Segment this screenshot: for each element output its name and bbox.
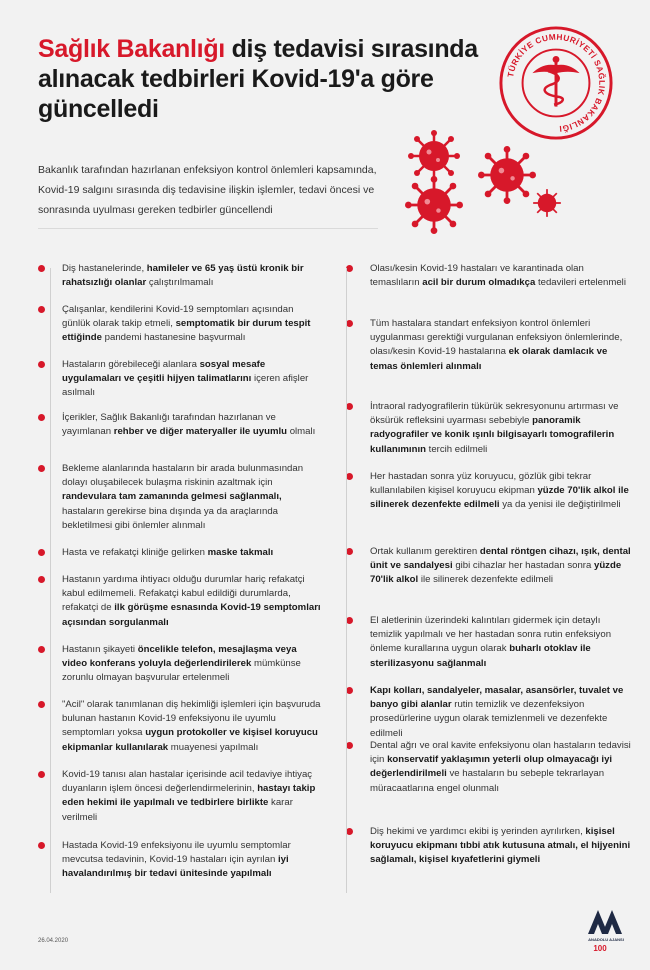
- title-red-part: Sağlık Bakanlığı: [38, 35, 225, 63]
- right-column-line: [346, 268, 347, 893]
- bullet-text: ya da yenisi ile değiştirilmeli: [499, 499, 621, 511]
- bullet-item: [370, 614, 632, 671]
- bullet-bold-text: semptomatik bir durum tespit ettiğinde: [62, 318, 311, 344]
- bullet-bold-text: konservatif yaklaşımın yeterli olup olmayacağı iyi değerlendirilmeli: [370, 754, 613, 780]
- bullet-item: [62, 643, 324, 686]
- bullet-text: hastaların gerekirse bina dışında ya da araçlarında bekletilmesi gibi önlemler alınmalı: [62, 505, 278, 531]
- bullet-text: Tüm hastalara standart enfeksiyon kontrol önlemleri uygulanması gerektiği vurgulanan enfeksiyon önlemlerinde, olası/kesin Kovid-19 hastalarına: [370, 318, 623, 358]
- bullet-dot: [346, 687, 353, 694]
- bullet-text: Hastaların görebileceği alanlara: [62, 359, 200, 370]
- bullet-text: Dental ağrı ve oral kavite enfeksiyonu olan hastaların tedavisi için: [370, 740, 631, 766]
- bullet-dot: [38, 771, 45, 778]
- bullet-text: Diş hekimi ve yardımcı ekibi iş yerinden ayrılırken,: [370, 826, 586, 837]
- bullet-bold-text: hastayı takip eden hekimi ile yapılmalı ve tedbirlere birlikte: [62, 783, 316, 809]
- bullet-dot: [38, 306, 45, 313]
- bullet-item: [370, 262, 632, 290]
- bullet-item: [62, 462, 324, 533]
- page-title: [38, 34, 478, 124]
- bullet-dot: [38, 842, 45, 849]
- bullet-item: [62, 303, 324, 346]
- bullet-item: [62, 358, 324, 401]
- divider: [38, 228, 378, 229]
- left-column-line: [50, 268, 51, 893]
- bullet-text: "Acil" olarak tanımlanan diş hekimliği işlemleri için başvuruda bulunan hastanın Kovid-19 enfeksiyonu ile uyumlu semptomları yoksa: [62, 699, 321, 739]
- virus-icon: [532, 188, 562, 218]
- bullet-dot: [346, 320, 353, 327]
- bullet-bold-text: iyi havalandırılmış bir tedavi ünitesinde yapılmalı: [62, 854, 289, 880]
- bullet-item: [370, 825, 632, 868]
- bullet-item: [62, 262, 324, 290]
- bullet-item: [62, 698, 324, 755]
- bullet-dot: [38, 361, 45, 368]
- bullet-text: Her hastadan sonra yüz koruyucu, gözlük gibi tekrar kullanılabilen kişisel koruyucu ekipman: [370, 471, 592, 497]
- bullet-bold-text: acil bir durum olmadıkça: [422, 277, 536, 289]
- bullet-dot: [346, 265, 353, 272]
- bullet-bold-text: rehber ve diğer materyaller ile uyumlu: [113, 426, 288, 438]
- bullet-text: Hastada Kovid-19 enfeksiyonu ile uyumlu semptomlar mevcutsa tedavinin, Kovid-19 hastaları için ayrılan: [62, 840, 291, 866]
- bullet-dot: [38, 701, 45, 708]
- bullet-text: içeren afişler asılmalı: [62, 373, 309, 399]
- bullet-bold-text: yüzde 70'lik alkol: [370, 560, 622, 586]
- bullet-text: Bekleme alanlarında hastaların bir arada bulunmasından dolayı oluşabilecek bulaşma riskinin azaltmak için: [62, 463, 304, 489]
- bullet-bold-text: ek olarak damlacık ve temas önlemleri alınmalı: [370, 346, 608, 372]
- bullet-text: karar verilmeli: [62, 797, 293, 823]
- bullet-dot: [346, 403, 353, 410]
- bullet-bold-text: ilk görüşme esnasında Kovid-19 semptomları açısından sorgulanmalı: [62, 602, 321, 628]
- bullet-dot: [346, 617, 353, 624]
- bullet-dot: [346, 742, 353, 749]
- bullet-bold-text: buharlı otoklav ile sterilizasyonu sağlanmalı: [370, 643, 591, 669]
- bullet-text: muayenesi yapılmalı: [168, 741, 259, 753]
- bullet-bold-text: maske takmalı: [207, 547, 274, 558]
- bullet-dot: [346, 473, 353, 480]
- bullet-text: İçerikler, Sağlık Bakanlığı tarafından hazırlanan ve yayımlanan: [62, 412, 276, 438]
- bullet-item: [370, 317, 632, 374]
- bullet-text: gibi cihazlar her hastadan sonra: [452, 560, 594, 572]
- bullet-bold-text: hamileler ve 65 yaş üstü kronik bir rahatsızlığı olanlar: [62, 263, 304, 289]
- bullet-text: tedavileri ertelenmeli: [535, 277, 626, 289]
- bullet-bold-text: uygun protokoller ve kişisel koruyucu ekipmanlar kullanılarak: [62, 727, 318, 753]
- bullet-bold-text: dental röntgen cihazı, ışık, dental ünit ve sandalyesi: [370, 546, 631, 572]
- bullet-text: çalıştırılmamalı: [146, 277, 214, 289]
- title-rest: diş tedavisi sırasında alınacak tedbirleri Kovid-19'a göre güncelledi: [38, 35, 478, 123]
- bullet-text: ve hastaların bu sebeple tekrarlayan müracaatlarına engel olunmalı: [370, 768, 605, 794]
- bullet-text: Hastanın yardıma ihtiyacı olduğu durumlar hariç refakatçi kabul edilmemeli. Refakatçi kabul edildiği durumlarda, refakatçi de: [62, 574, 305, 614]
- bullet-text: rutin temizlik ve dezenfeksiyon prosedürlerine uygun olarak temizlenmeli ve dezenfekte edilmeli: [370, 699, 608, 739]
- bullet-dot: [38, 414, 45, 421]
- bullet-text: pandemi hastanesine başvurmalı: [101, 332, 246, 344]
- virus-icon: [478, 146, 536, 204]
- bullet-item: [62, 411, 324, 439]
- virus-icon: [405, 176, 463, 234]
- bullet-text: Diş hastanelerinde,: [62, 263, 147, 274]
- bullet-item: [62, 839, 324, 882]
- bullet-item: [370, 545, 632, 588]
- virus-icon: [408, 130, 460, 182]
- bullet-item: [62, 573, 324, 630]
- bullet-text: mümkünse zorunlu olmayan başvurular ertelenmeli: [62, 658, 301, 684]
- svg-text:ANADOLU AJANSI: ANADOLU AJANSI: [588, 937, 624, 942]
- bullet-bold-text: sosyal mesafe uygulamaları ve çeşitli hijyen talimatlarını: [62, 359, 266, 385]
- intro-text: Bakanlık tarafından hazırlanan enfeksiyon kontrol önlemleri kapsamında, Kovid-19 salgını sırasında diş tedavisine ilişkin işlemler, tedavi öncesi ve sonrasında uyulması gereken tedbirler güncellendi: [38, 164, 377, 216]
- bullet-text: Ortak kullanım gerektiren: [370, 546, 480, 557]
- bullet-item: [370, 470, 632, 513]
- bullet-text: olmalı: [287, 426, 316, 438]
- bullet-text: Kovid-19 tanısı alan hastalar içerisinde acil tedaviye ihtiyaç duyanların işlem öncesi değerlendirmelerinin,: [62, 769, 313, 795]
- bullet-bold-text: yüzde 70'lik alkol ile silinerek dezenfekte edilmeli: [370, 485, 629, 511]
- bullet-item: [370, 684, 632, 741]
- svg-text:TÜRKİYE CUMHURİYETİ SAĞLIK BAK: TÜRKİYE CUMHURİYETİ SAĞLIK BAKANLIĞI: [506, 32, 607, 134]
- bullet-dot: [346, 548, 353, 555]
- bullet-bold-text: öncelikle telefon, mesajlaşma veya video konferans yoluyla değerlendirilerek: [62, 644, 297, 670]
- bullet-bold-text: Kapı kolları, sandalyeler, masalar, asansörler, tuvalet ve banyo gibi alanlar: [370, 685, 624, 711]
- svg-text:100: 100: [593, 944, 607, 953]
- bullet-text: Hastanın şikayeti: [62, 644, 138, 655]
- bullet-text: Çalışanlar, kendilerini Kovid-19 semptomları açısından günlük olarak takip etmeli,: [62, 304, 294, 330]
- bullet-dot: [38, 576, 45, 583]
- bullet-dot: [38, 646, 45, 653]
- bullet-item: [370, 739, 632, 796]
- bullet-text: ile silinerek dezenfekte edilmeli: [418, 574, 554, 586]
- bullet-bold-text: panoramik radyografiler ve konik ışınlı bilgisayarlı tomografilerin kullanımının: [370, 415, 615, 455]
- bullet-text: tercih edilmeli: [425, 443, 488, 455]
- bullet-bold-text: randevulara tam zamanında gelmesi sağlanmalı,: [62, 491, 282, 503]
- bullet-text: Olası/kesin Kovid-19 hastaları ve karantinada olan temaslıların: [370, 263, 584, 289]
- date-label: 26.04.2020: [38, 938, 69, 944]
- anadolu-agency-logo: [586, 904, 626, 954]
- bullet-item: [62, 768, 324, 825]
- bullet-dot: [38, 549, 45, 556]
- bullet-text: İntraoral radyografilerin tükürük sekresyonunu artırması ve öksürük refleksini uyarması sebebiyle: [370, 401, 619, 427]
- bullet-text: El aletlerinin üzerindeki kalıntıları gidermek için detaylı temizlik yapılmalı ve her hastadan sonra rutin enfeksiyon önleme kurallarına uygun olarak: [370, 615, 612, 655]
- ministry-seal-logo: [497, 24, 615, 142]
- bullet-item: [370, 400, 632, 457]
- bullet-dot: [346, 828, 353, 835]
- bullet-item: [62, 546, 324, 560]
- bullet-dot: [38, 265, 45, 272]
- bullet-bold-text: kişisel koruyucu ekipmanı tıbbi atık kutusuna atmalı, el hijyenini sağlamalı, kişisel kıyafetlerini giymeli: [370, 826, 631, 866]
- bullet-text: Hasta ve refakatçi kliniğe gelirken: [62, 547, 208, 558]
- bullet-dot: [38, 465, 45, 472]
